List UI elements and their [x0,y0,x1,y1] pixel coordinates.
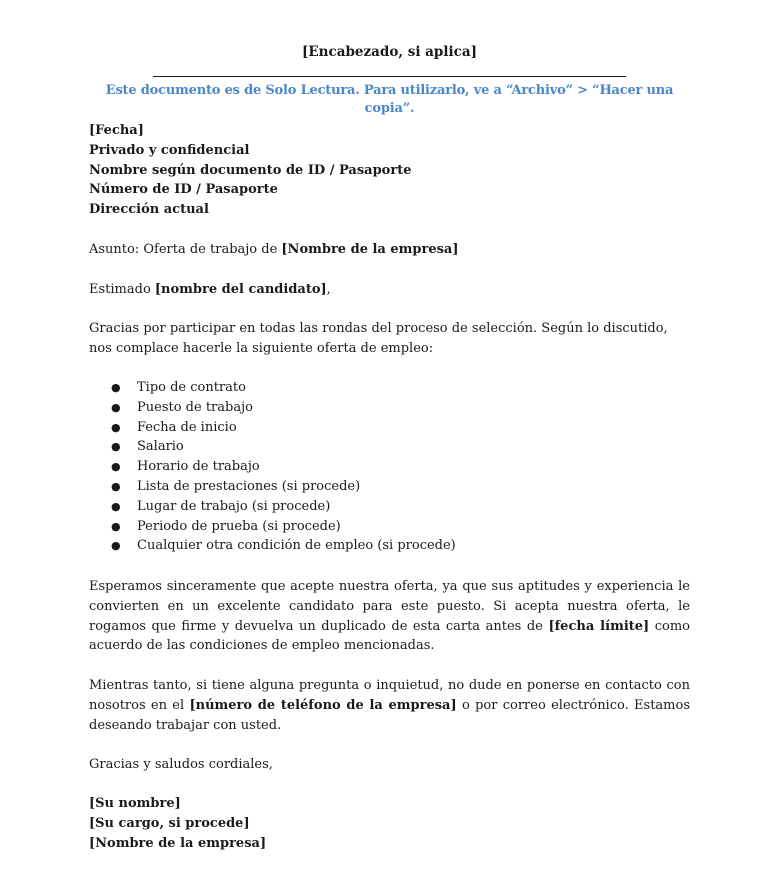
list-item [89,398,456,418]
acceptance-paragraph [89,577,690,656]
recipient-name: Nombre según documento de ID / Pasaporte [89,162,412,178]
acceptance-text: Esperamos sinceramente que acepte nuestra oferta, ya que sus aptitudes y experiencia le convierten en un excelente candidato para este puesto. Si acepta nuestra oferta, le rogamos que firme y devuelva un duplicado de esta carta antes de [89,579,690,634]
list-item [89,437,456,457]
bullet-icon: ● [111,499,121,513]
sender-name: [Su nombre] [89,796,181,811]
subject-prefix: Asunto: Oferta de trabajo de [89,242,282,257]
list-item-text: Salario [137,439,184,455]
list-item-text: Tipo de contrato [137,380,246,395]
intro-paragraph: Gracias por participar en todas las rondas del proceso de selección. Según lo discutido, nos complace hacerle la siguiente oferta de empleo: [89,321,668,356]
list-item [89,497,456,517]
contact-paragraph [89,676,690,735]
acceptance-text-end: como acuerdo de las condiciones de empleo mencionadas. [89,618,690,654]
list-item-text: Puesto de trabajo [137,399,253,415]
readonly-notice: Este documento es de Solo Lectura. Para utilizarlo, ve a “Archivo” > “Hacer una copia”. [105,83,674,116]
greeting-prefix: Estimado [89,282,155,297]
phone-placeholder: [número de teléfono de la empresa] [189,697,457,713]
sender-company: [Nombre de la empresa] [89,835,267,851]
list-item [89,536,456,556]
bullet-icon: ● [111,381,121,394]
bullet-icon: ● [111,460,121,474]
confidential-label: Privado y confidencial [89,142,250,158]
date-placeholder: [Fecha] [89,123,144,138]
list-item-text: Periodo de prueba (si procede) [137,518,341,534]
subject-company: [Nombre de la empresa] [281,242,459,257]
bullet-icon: ● [111,519,121,533]
bullet-icon: ● [111,539,121,553]
contact-text: Mientras tanto, si tiene alguna pregunta o inquietud, no dude en ponerse en contacto con nosotros en el [89,678,690,713]
list-item [89,457,456,477]
list-item [89,477,456,497]
offer-terms-list [89,378,456,556]
recipient-id-number: Número de ID / Pasaporte [89,182,278,198]
list-item-text: Horario de trabajo [137,459,260,475]
greeting-suffix: , [326,282,331,297]
bullet-icon: ● [111,400,121,414]
closing-line: Gracias y saludos cordiales, [89,757,273,772]
recipient-address: Dirección actual [89,202,209,218]
deadline-placeholder: [fecha límite] [548,618,650,634]
bullet-icon: ● [111,440,121,454]
bullet-icon: ● [111,479,121,493]
greeting-candidate: [nombre del candidato] [154,282,327,297]
contact-text-end: o por correo electrónico. Estamos deseando trabajar con usted. [89,697,690,733]
recipient-block [89,121,690,220]
greeting-line [89,280,690,300]
list-item-text: Cualquier otra condición de empleo (si procede) [137,538,456,554]
subject-line [89,240,690,260]
signature-block [89,794,690,853]
list-item-text: Lista de prestaciones (si procede) [137,478,361,494]
list-item-text: Fecha de inicio [137,419,237,435]
list-item [89,517,456,537]
list-item [89,378,456,398]
list-item-text: Lugar de trabajo (si procede) [137,498,331,514]
bullet-icon: ● [111,420,121,434]
sender-position: [Su cargo, si procede] [89,815,250,831]
header-title: [Encabezado, si aplica] [302,44,477,60]
list-item [89,418,456,438]
header-divider [153,76,626,77]
